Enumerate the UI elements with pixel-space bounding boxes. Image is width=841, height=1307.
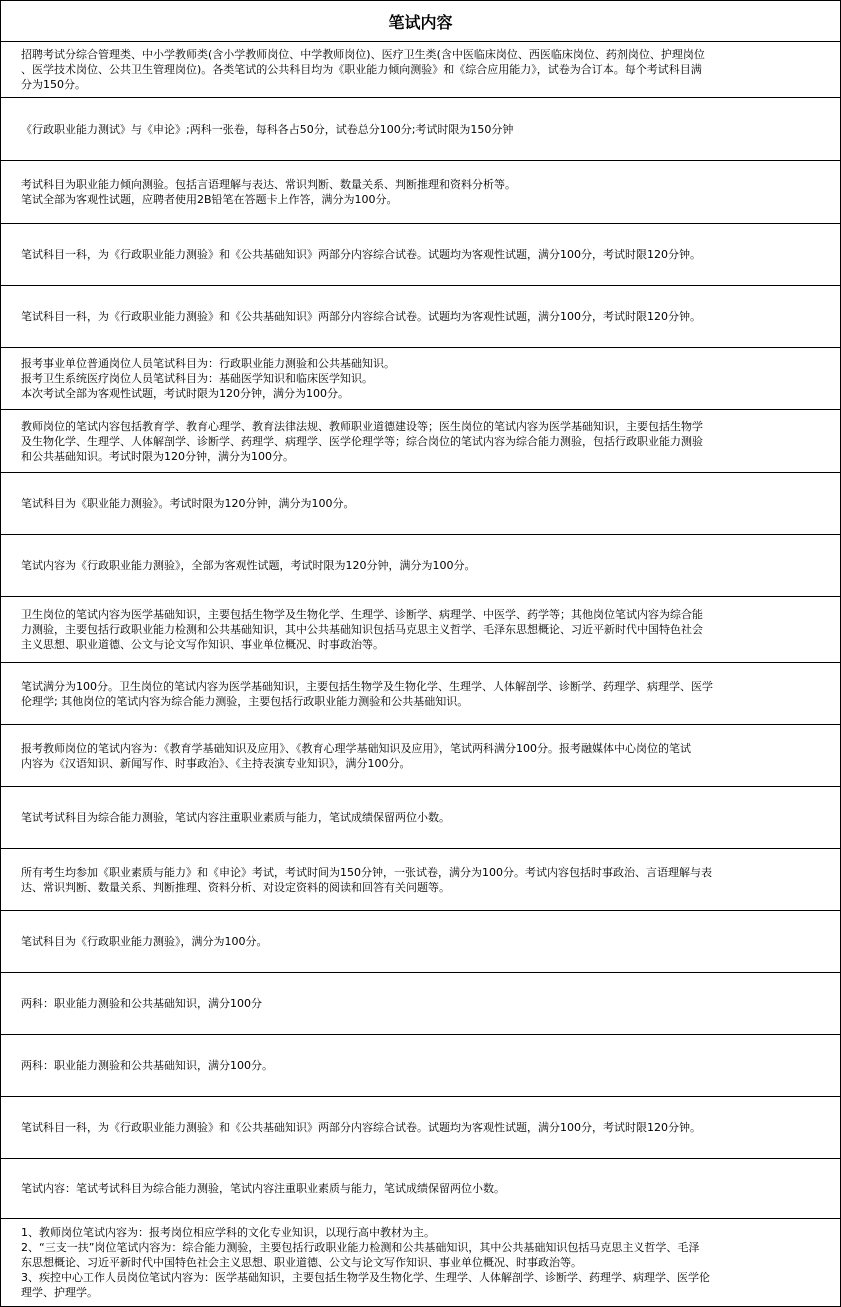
row-text-line: 及生物化学、生理学、人体解剖学、诊断学、药理学、病理学、医学伦理学等；综合岗位的笔试内容为综合能力测验，包括行政职业能力测验 [21,434,703,448]
row-text-line: 主义思想、职业道德、公文与论文写作知识、事业单位概况、时事政治等。 [21,638,384,651]
row-text-line: 笔试科目一科，为《行政职业能力测验》和《公共基础知识》两部分内容综合试卷。试题均为客观性试题，满分100分，考试时限120分钟。 [21,248,701,261]
table-row [1,535,840,597]
table-row [1,597,840,663]
row-text-line: 笔试考试科目为综合能力测验，笔试内容注重职业素质与能力，笔试成绩保留两位小数。 [21,811,450,824]
row-text-line: 本次考试全部为客观性试题，考试时限为120分钟，满分为100分。 [21,387,349,400]
row-text-line: 考试科目为职业能力倾向测验。包括言语理解与表达、常识判断、数量关系、判断推理和资料分析等。 [21,178,516,191]
table-row [1,98,840,161]
row-text-line: 笔试科目为《行政职业能力测验》，满分为100分。 [21,935,268,948]
table-row [1,410,840,473]
table-row [1,41,840,98]
row-text-line: 内容为《汉语知识、新闻写作、时事政治》、《主持表演专业知识》，满分100分。 [21,756,411,770]
row-text-line: 2、“三支一扶”岗位笔试内容为：综合能力测验，主要包括行政职业能力检测和公共基础知识，其中公共基础知识包括马克思主义哲学、毛泽 [21,1241,700,1254]
row-text-line: 笔试科目为《职业能力测验》。考试时限为120分钟，满分为100分。 [21,497,355,510]
table-row [1,787,840,849]
row-text-line: 笔试全部为客观性试题，应聘者使用2B铅笔在答题卡上作答，满分为100分。 [21,193,398,206]
row-text-line: 报考事业单位普通岗位人员笔试科目为：行政职业能力测验和公共基础知识。 [21,357,395,370]
row-text-line: 所有考生均参加《职业素质与能力》和《申论》考试，考试时间为150分钟，一张试卷，满分为100分。考试内容包括时事政治、言语理解与表 [21,865,712,879]
row-text-line: 达、常识判断、数量关系、判断推理、资料分析、对设定资料的阅读和回答有关问题等。 [21,880,450,894]
row-text-line: 理学、护理学。 [21,1286,98,1299]
table-row [1,224,840,286]
row-text-line: 笔试内容：笔试考试科目为综合能力测验，笔试内容注重职业素质与能力，笔试成绩保留两位小数。 [21,1182,505,1195]
row-text-line: 力测验，主要包括行政职业能力检测和公共基础知识，其中公共基础知识包括马克思主义哲学、毛泽东思想概论、习近平新时代中国特色社会 [21,623,703,636]
row-text-line: 招聘考试分综合管理类、中小学教师类(含小学教师岗位、中学教师岗位)、医疗卫生类(含中医临床岗位、西医临床岗位、药剂岗位、护理岗位 [21,47,705,61]
table-row [1,1159,840,1219]
table-row [1,849,840,911]
table-row [1,973,840,1035]
table-row [1,1097,840,1159]
row-text-line: 3、疾控中心工作人员岗位笔试内容为：医学基础知识，主要包括生物学及生物化学、生理学、人体解剖学、诊断学、药理学、病理学、医学伦 [21,1271,710,1284]
row-text-line: 报考教师岗位的笔试内容为：《教育学基础知识及应用》、《教育心理学基础知识及应用》，笔试两科满分100分。报考融媒体中心岗位的笔试 [21,741,691,755]
page-title: 笔试内容 [388,12,453,32]
row-text-line: 笔试满分为100分。卫生岗位的笔试内容为医学基础知识，主要包括生物学及生物化学、生理学、人体解剖学、诊断学、药理学、病理学、医学 [21,679,713,693]
table-row [1,663,840,725]
row-text-line: 两科：职业能力测验和公共基础知识，满分100分 [21,997,262,1010]
table-row [1,911,840,973]
row-text-line: 伦理学; 其他岗位的笔试内容为综合能力测验，主要包括行政职业能力测验和公共基础知识。 [21,694,469,708]
row-text-line: 笔试内容为《行政职业能力测验》，全部为客观性试题，考试时限为120分钟，满分为100分。 [21,559,476,572]
table-row [1,161,840,224]
row-text-line: 笔试科目一科，为《行政职业能力测验》和《公共基础知识》两部分内容综合试卷。试题均为客观性试题，满分100分，考试时限120分钟。 [21,310,701,323]
table-row [1,1035,840,1097]
row-text-line: 笔试科目一科，为《行政职业能力测验》和《公共基础知识》两部分内容综合试卷。试题均为客观性试题，满分100分，考试时限120分钟。 [21,1121,701,1134]
row-text-line: 报考卫生系统医疗岗位人员笔试科目为：基础医学知识和临床医学知识。 [21,372,373,385]
table-row [1,286,840,348]
row-text-line: 和公共基础知识。考试时限为120分钟，满分为100分。 [21,449,294,463]
row-text-line: 1、教师岗位笔试内容为：报考岗位相应学科的文化专业知识，以现行高中教材为主。 [21,1226,435,1239]
row-text-line: 两科：职业能力测验和公共基础知识，满分100分。 [21,1059,273,1072]
table-row [1,725,840,787]
row-text-line: 卫生岗位的笔试内容为医学基础知识，主要包括生物学及生物化学、生理学、诊断学、病理学、中医学、药学等；其他岗位笔试内容为综合能 [21,608,703,621]
row-text-line: 分为150分。 [21,77,86,91]
row-text-line: 东思想概论、习近平新时代中国特色社会主义思想、职业道德、公文与论文写作知识、事业单位概况、时事政治等。 [21,1256,582,1269]
row-text-line: 《行政职业能力测试》与《申论》;两科一张卷，每科各占50分，试卷总分100分;考试时限为150分钟 [21,122,514,136]
row-text-line: 教师岗位的笔试内容包括教育学、教育心理学、教育法律法规、教师职业道德建设等；医生岗位的笔试内容为医学基础知识，主要包括生物学 [21,419,703,433]
table-header [1,1,840,42]
row-text-line: 、医学技术岗位、公共卫生管理岗位)。各类笔试的公共科目均为《职业能力倾向测验》和《综合应用能力》，试卷为合订本。每个考试科目满 [21,62,702,76]
table-row [1,1219,840,1306]
table-row [1,473,840,535]
table-row [1,348,840,410]
